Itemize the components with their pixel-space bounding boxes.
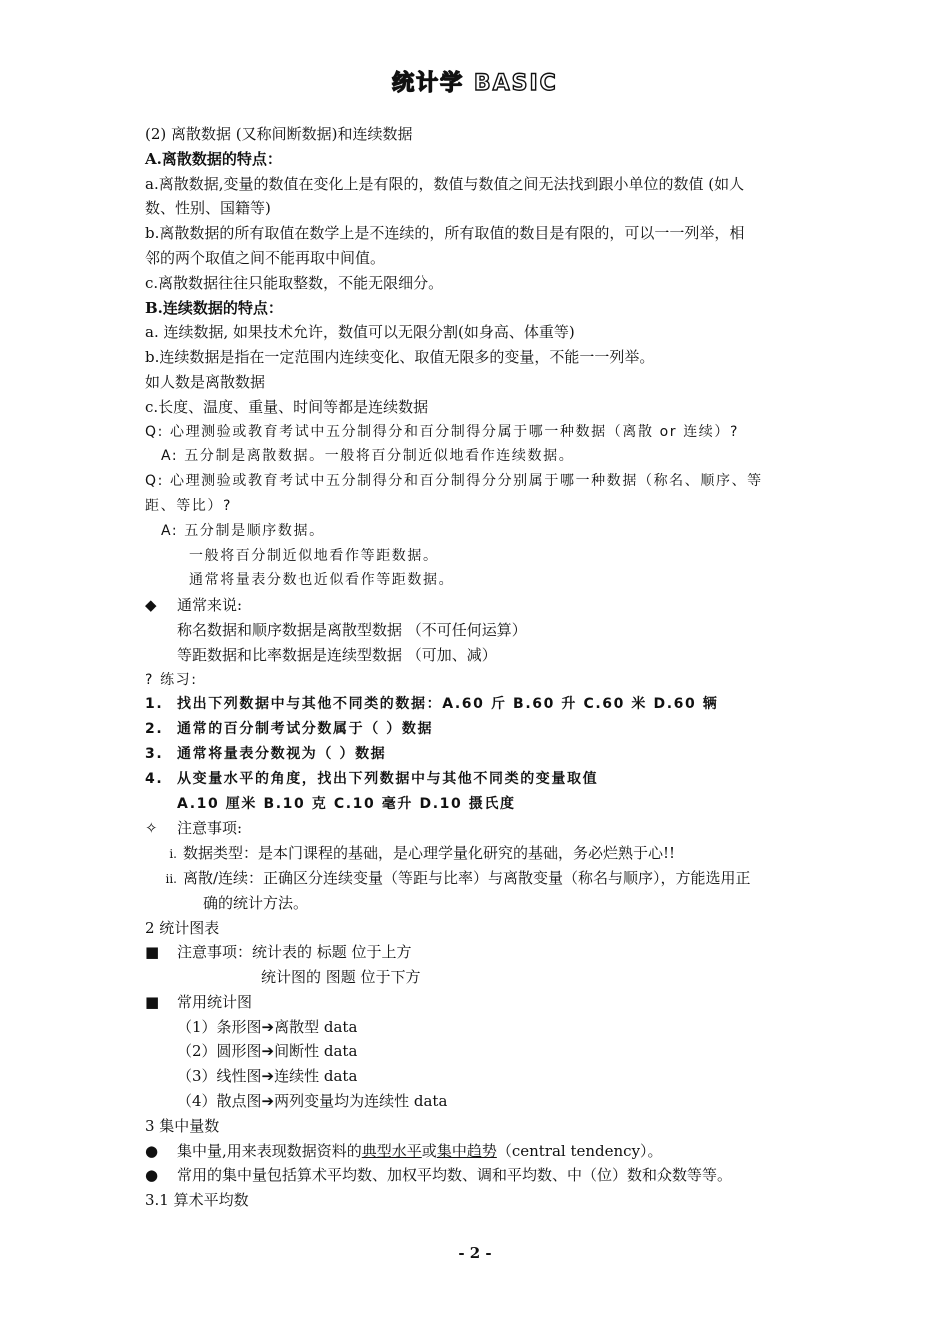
bullet-text: 通常来说:	[177, 596, 243, 615]
roman-number: ii.	[165, 871, 177, 886]
bullet-text: 注意事项：统计表的 标题 位于上方	[177, 943, 412, 962]
list-number: 4.	[145, 770, 164, 787]
question-line: 距、等比）?	[145, 497, 233, 514]
section-heading: B.连续数据的特点：	[145, 298, 283, 317]
text-line: 数、性别、国籍等)	[145, 199, 271, 218]
section-heading: 2 统计图表	[145, 918, 220, 937]
bullet-line	[145, 990, 815, 1015]
bullet-text: 集中量,用来表现数据资料的	[177, 1141, 362, 1160]
text-line: （4）散点图➔两列变量均为连续性 data	[177, 1092, 448, 1111]
text-line: （1）条形图➔离散型 data	[177, 1017, 358, 1036]
text-line: 等距数据和比率数据是连续型数据 （可加、减）	[177, 645, 497, 664]
text-line: 如人数是离散数据	[145, 372, 266, 391]
page-title: 统计学 BASIC	[392, 71, 558, 96]
list-text: 通常的百分制考试分数属于（ ）数据	[177, 721, 434, 738]
list-text: 找出下列数据中与其他不同类的数据：A.60 斤 B.60 升 C.60 米 D.60 辆	[177, 696, 719, 713]
list-text: 从变量水平的角度，找出下列数据中与其他不同类的变量取值	[177, 770, 599, 787]
list-options: A.10 厘米 B.10 克 C.10 毫升 D.10 摄氏度	[177, 795, 516, 812]
square-bullet-icon: ■	[145, 943, 160, 962]
question-line: Q: 心理测验或教育考试中五分制得分和百分制得分分别属于哪一种数据（称名、顺序、等	[145, 473, 763, 490]
bullet-line	[145, 1163, 815, 1188]
section-heading: A.离散数据的特点：	[145, 149, 282, 168]
list-text: 通常将量表分数视为（ ）数据	[177, 745, 387, 762]
bullet-line	[145, 940, 815, 965]
list-item	[145, 767, 815, 792]
list-text: 离散/连续：正确区分连续变量（等距与比率）与离散变量（称名与顺序），方能选用正	[183, 868, 751, 887]
text-line: 统计图的 图题 位于下方	[261, 968, 421, 987]
square-bullet-icon: ■	[145, 992, 160, 1011]
dot-bullet-icon: ●	[145, 1166, 159, 1185]
question-line: Q: 心理测验或教育考试中五分制得分和百分制得分属于哪一种数据（离散 or 连续）?	[145, 423, 740, 440]
text-line: c.长度、温度、重量、时间等都是连续数据	[145, 397, 429, 416]
bullet-line	[145, 1139, 815, 1164]
text-line: 称名数据和顺序数据是离散型数据 （不可任何运算）	[177, 620, 527, 639]
answer-line: 一般将百分制近似地看作等距数据。	[189, 547, 439, 564]
page-number: - 2 -	[458, 1244, 492, 1262]
text-line: c.离散数据往往只能取整数，不能无限细分。	[145, 273, 444, 292]
list-item	[145, 742, 815, 767]
exercise-heading: ? 练习:	[145, 671, 198, 688]
roman-list-item	[145, 866, 815, 891]
text-line: (2) 离散数据 (又称间断数据)和连续数据	[145, 125, 413, 143]
list-number: 3.	[145, 745, 164, 762]
text-line: （3）线性图➔连续性 data	[177, 1067, 358, 1086]
bullet-text: 常用统计图	[177, 992, 253, 1011]
bullet-line	[145, 816, 815, 841]
text-line: 确的统计方法。	[203, 893, 309, 912]
text-line: a. 连续数据, 如果技术允许，数值可以无限分割(如身高、体重等)	[145, 323, 575, 342]
list-text: 数据类型：是本门课程的基础，是心理学量化研究的基础，务必烂熟于心!!	[183, 844, 676, 863]
roman-list-item	[145, 841, 815, 866]
roman-number: i.	[169, 847, 177, 862]
bullet-text: 常用的集中量包括算术平均数、加权平均数、调和平均数、中（位）数和众数等等。	[177, 1166, 733, 1185]
bullet-line	[145, 593, 815, 618]
list-number: 2.	[145, 721, 164, 738]
text-line: b.连续数据是指在一定范围内连续变化、取值无限多的变量，不能一一列举。	[145, 348, 655, 367]
section-heading: 3.1 算术平均数	[145, 1191, 249, 1210]
underlined-term: 集中趋势	[436, 1141, 497, 1160]
section-heading: 3 集中量数	[145, 1116, 220, 1135]
answer-line: 通常将量表分数也近似看作等距数据。	[189, 572, 455, 589]
star-bullet-icon: ✧	[145, 819, 158, 838]
text-line: 邻的两个取值之间不能再取中间值。	[145, 248, 386, 267]
answer-line: A: 五分制是离散数据。一般将百分制近似地看作连续数据。	[161, 448, 575, 465]
bullet-text: 注意事项:	[177, 819, 243, 838]
list-item	[145, 717, 815, 742]
list-number: 1.	[145, 696, 164, 713]
text-line: b.离散数据的所有取值在数学上是不连续的，所有取值的数目是有限的，可以一一列举，相	[145, 224, 745, 243]
bullet-text: （central tendency）。	[496, 1141, 663, 1160]
text-line: （2）圆形图➔间断性 data	[177, 1042, 358, 1061]
bullet-text: 或	[421, 1141, 437, 1160]
list-item	[145, 692, 815, 717]
underlined-term: 典型水平	[361, 1141, 422, 1160]
page-content	[145, 122, 815, 1213]
answer-line: A: 五分制是顺序数据。	[161, 522, 325, 539]
dot-bullet-icon: ●	[145, 1141, 159, 1160]
diamond-bullet-icon: ◆	[145, 596, 157, 615]
text-line: a.离散数据,变量的数值在变化上是有限的，数值与数值之间无法找到跟小单位的数值 (如人	[145, 174, 745, 193]
